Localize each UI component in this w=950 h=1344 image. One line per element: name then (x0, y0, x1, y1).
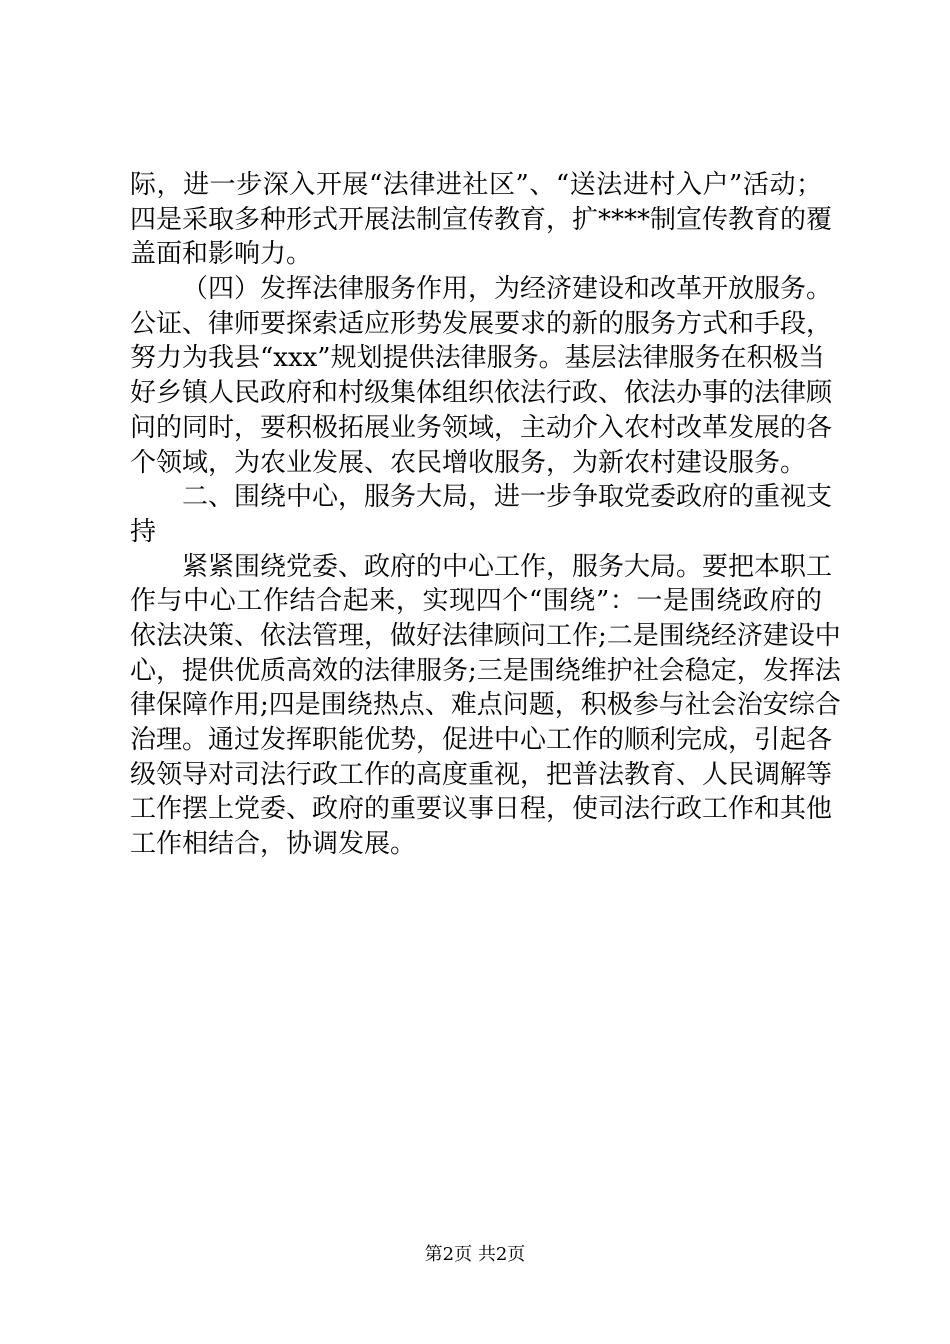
text-line: 努力为我县“xxx”规划提供法律服务。基层法律服务在积极当 (130, 343, 825, 374)
text-line: 好乡镇人民政府和村级集体组织依法行政、依法办事的法律顾 (130, 378, 833, 409)
text-line: 级领导对司法行政工作的高度重视，把普法教育、人民调解等 (130, 759, 833, 790)
document-body (130, 168, 841, 862)
text-line: 紧紧围绕党委、政府的中心工作，服务大局。要把本职工 (182, 551, 833, 582)
text-line: 个领域，为农业发展、农民增收服务，为新农村建设服务。 (130, 447, 807, 478)
text-line: 二、围绕中心，服务大局，进一步争取党委政府的重视支 (182, 482, 833, 513)
text-line: 治理。通过发挥职能优势，促进中心工作的顺利完成，引起各 (130, 725, 833, 755)
page-footer: 第2页 共2页 (424, 1244, 526, 1265)
text-line: 问的同时，要积极拓展业务领域，主动介入农村改革发展的各 (130, 412, 833, 443)
text-line: 依法决策、依法管理，做好法律顾问工作;二是围绕经济建设中 (130, 620, 841, 651)
text-line: 律保障作用;四是围绕热点、难点问题，积极参与社会治安综合 (130, 690, 841, 721)
text-line: 公证、律师要探索适应形势发展要求的新的服务方式和手段， (130, 308, 833, 339)
text-line: （四）发挥法律服务作用，为经济建设和改革开放服务。 (182, 274, 833, 305)
text-line: 工作相结合，协调发展。 (130, 829, 417, 860)
text-line: 工作摆上党委、政府的重要议事日程，使司法行政工作和其他 (130, 794, 833, 825)
text-line: 际，进一步深入开展“法律进社区”、“送法进村入户”活动； (130, 170, 822, 200)
text-line: 四是采取多种形式开展法制宣传教育，扩****制宣传教育的覆 (130, 204, 833, 235)
text-line: 盖面和影响力。 (130, 239, 313, 270)
text-line: 作与中心工作结合起来，实现四个“围绕”：一是围绕政府的 (130, 586, 822, 617)
text-line: 心，提供优质高效的法律服务;三是围绕维护社会稳定，发挥法 (130, 655, 841, 686)
text-line: 持 (130, 516, 157, 547)
